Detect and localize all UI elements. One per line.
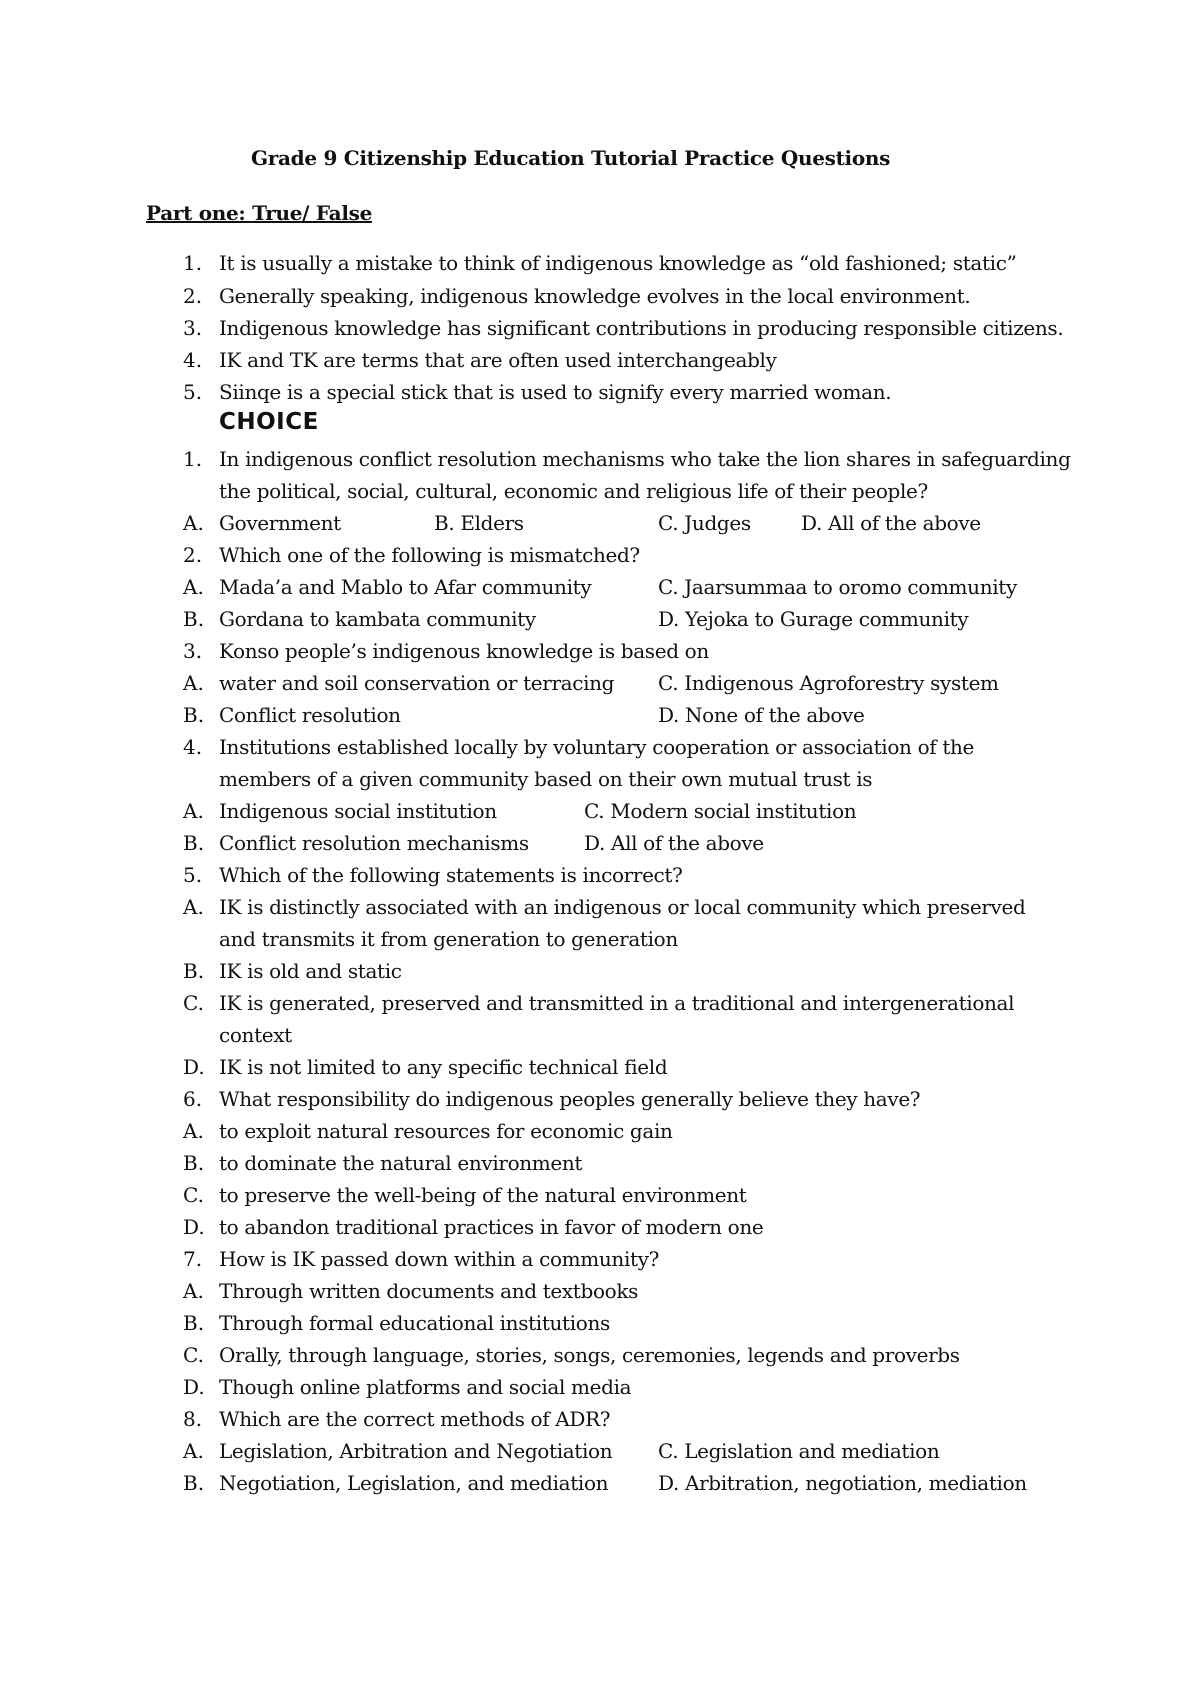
option-a: water and soil conservation or terracing bbox=[219, 671, 615, 695]
question-number: 7. bbox=[183, 1247, 203, 1271]
option-a: Mada’a and Mablo to Afar community bbox=[219, 575, 592, 599]
option-marker: B. bbox=[183, 959, 205, 983]
question-number: 8. bbox=[183, 1407, 203, 1431]
option-b: Conflict resolution bbox=[219, 703, 401, 727]
option-c: C. Indigenous Agroforestry system bbox=[658, 671, 999, 695]
option-a: Government bbox=[219, 511, 341, 535]
option-b: Negotiation, Legislation, and mediation bbox=[219, 1471, 609, 1495]
question-text: Konso people’s indigenous knowledge is based on bbox=[219, 639, 709, 663]
question-number: 4. bbox=[183, 735, 203, 759]
option-d: D. All of the above bbox=[801, 511, 981, 535]
tf-item-number: 3. bbox=[183, 316, 203, 340]
option-c: Orally, through language, stories, songs, ceremonies, legends and proverbs bbox=[219, 1343, 960, 1367]
option-marker: D. bbox=[183, 1375, 205, 1399]
option-b: to dominate the natural environment bbox=[219, 1151, 583, 1175]
option-d: to abandon traditional practices in favor of modern one bbox=[219, 1215, 764, 1239]
question-line: In indigenous conflict resolution mechanisms who take the lion shares in safeguarding bbox=[219, 447, 1071, 471]
tf-item-number: 5. bbox=[183, 380, 203, 404]
option-marker: B. bbox=[183, 607, 205, 631]
question-text: Which of the following statements is incorrect? bbox=[219, 863, 683, 887]
option-marker: D. bbox=[183, 1215, 205, 1239]
option-a: Indigenous social institution bbox=[219, 799, 497, 823]
question-text bbox=[219, 447, 1071, 471]
option-c: C. Jaarsummaa to oromo community bbox=[658, 575, 1017, 599]
question-text: Which one of the following is mismatched? bbox=[219, 543, 640, 567]
tf-item-text: Generally speaking, indigenous knowledge evolves in the local environment. bbox=[219, 284, 971, 308]
option-c: C. Modern social institution bbox=[584, 799, 857, 823]
option-marker: C. bbox=[183, 1183, 204, 1207]
tf-item-text: It is usually a mistake to think of indigenous knowledge as “old fashioned; static” bbox=[219, 251, 1017, 275]
choice-heading: CHOICE bbox=[219, 409, 319, 435]
option-c: C. Legislation and mediation bbox=[658, 1439, 940, 1463]
option-marker: A. bbox=[183, 511, 204, 535]
option-d: D. All of the above bbox=[584, 831, 764, 855]
option-d: Though online platforms and social media bbox=[219, 1375, 632, 1399]
option-marker: A. bbox=[183, 575, 204, 599]
option-a-continued: and transmits it from generation to generation bbox=[219, 927, 678, 951]
option-marker: A. bbox=[183, 1119, 204, 1143]
option-c: C. Judges bbox=[658, 511, 751, 535]
option-marker: B. bbox=[183, 1151, 205, 1175]
option-b: Conflict resolution mechanisms bbox=[219, 831, 529, 855]
option-d: D. Yejoka to Gurage community bbox=[658, 607, 969, 631]
document-title: Grade 9 Citizenship Education Tutorial Practice Questions bbox=[251, 146, 891, 170]
option-marker: D. bbox=[183, 1055, 205, 1079]
option-marker: B. bbox=[183, 831, 205, 855]
option-marker: A. bbox=[183, 671, 204, 695]
option-c: IK is generated, preserved and transmitted in a traditional and intergenerational bbox=[219, 991, 1015, 1015]
part-one-heading: Part one: True/ False bbox=[146, 201, 372, 225]
question-number: 6. bbox=[183, 1087, 203, 1111]
question-text: What responsibility do indigenous peoples generally believe they have? bbox=[219, 1087, 921, 1111]
option-d: D. Arbitration, negotiation, mediation bbox=[658, 1471, 1027, 1495]
question-number: 1. bbox=[183, 447, 203, 471]
option-marker: B. bbox=[183, 703, 205, 727]
tf-item-text: IK and TK are terms that are often used interchangeably bbox=[219, 348, 777, 372]
question-text-continued: the political, social, cultural, economic and religious life of their people? bbox=[219, 479, 928, 503]
question-number: 5. bbox=[183, 863, 203, 887]
option-b: B. Elders bbox=[434, 511, 524, 535]
option-marker: A. bbox=[183, 1439, 204, 1463]
question-number: 3. bbox=[183, 639, 203, 663]
option-marker: A. bbox=[183, 799, 204, 823]
question-text: How is IK passed down within a community? bbox=[219, 1247, 660, 1271]
tf-item-text: Indigenous knowledge has significant contributions in producing responsible citizens. bbox=[219, 316, 1064, 340]
tf-item-number: 4. bbox=[183, 348, 203, 372]
option-a: IK is distinctly associated with an indigenous or local community which preserved bbox=[219, 895, 1026, 919]
option-b: Gordana to kambata community bbox=[219, 607, 536, 631]
option-marker: A. bbox=[183, 895, 204, 919]
option-a: Through written documents and textbooks bbox=[219, 1279, 639, 1303]
option-c-continued: context bbox=[219, 1023, 292, 1047]
option-marker: C. bbox=[183, 991, 204, 1015]
question-text: Institutions established locally by voluntary cooperation or association of the bbox=[219, 735, 975, 759]
option-b: Through formal educational institutions bbox=[219, 1311, 610, 1335]
question-text-continued: members of a given community based on their own mutual trust is bbox=[219, 767, 873, 791]
option-b: IK is old and static bbox=[219, 959, 402, 983]
option-a: to exploit natural resources for economic gain bbox=[219, 1119, 673, 1143]
option-d: IK is not limited to any specific technical field bbox=[219, 1055, 668, 1079]
option-c: to preserve the well-being of the natural environment bbox=[219, 1183, 747, 1207]
option-a: Legislation, Arbitration and Negotiation bbox=[219, 1439, 613, 1463]
tf-item-number: 1. bbox=[183, 251, 203, 275]
tf-item-text: Siinqe is a special stick that is used to signify every married woman. bbox=[219, 380, 892, 404]
option-marker: C. bbox=[183, 1343, 204, 1367]
option-marker: A. bbox=[183, 1279, 204, 1303]
option-marker: B. bbox=[183, 1471, 205, 1495]
question-text: Which are the correct methods of ADR? bbox=[219, 1407, 611, 1431]
tf-item-number: 2. bbox=[183, 284, 203, 308]
option-marker: B. bbox=[183, 1311, 205, 1335]
option-d: D. None of the above bbox=[658, 703, 865, 727]
question-number: 2. bbox=[183, 543, 203, 567]
